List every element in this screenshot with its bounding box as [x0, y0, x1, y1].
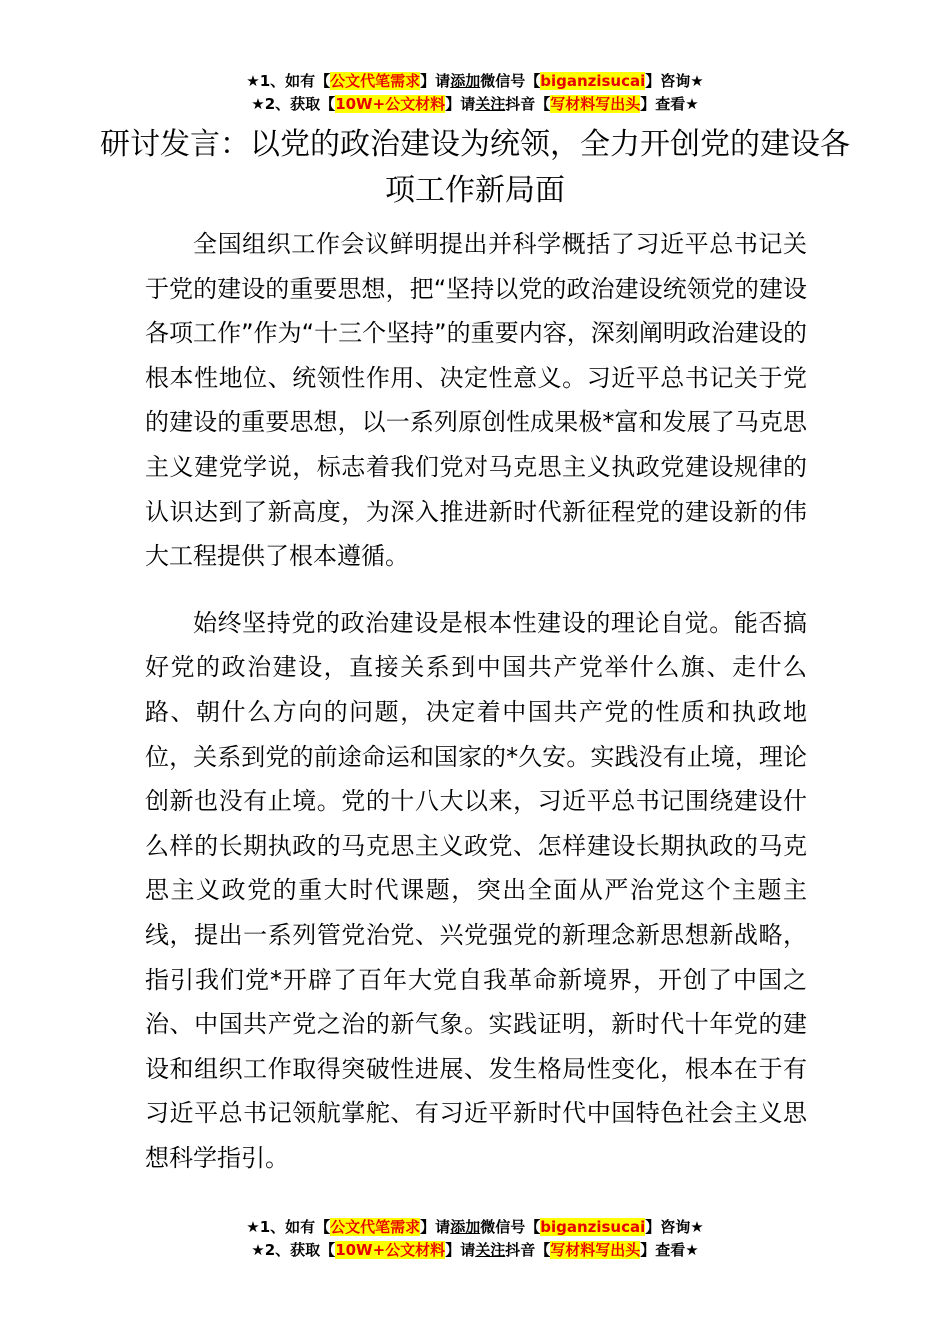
promo-text: 】请	[445, 1241, 476, 1259]
document-title: 研讨发言：以党的政治建设为统领，全力开创党的建设各项工作新局面	[100, 127, 850, 208]
promo-highlight: 公文代笔需求	[330, 1218, 421, 1236]
promo-text: 微信号【	[480, 1218, 541, 1236]
promo-underline: 关注	[475, 1241, 506, 1259]
promo-banner-top	[0, 70, 950, 116]
body-paragraph: 始终坚持党的政治建设是根本性建设的理论自觉。能否搞好党的政治建设，直接关系到中国共产党举什么旗、走什么路、朝什么方向的问题，决定着中国共产党的性质和执政地位，关系到党的前途命运和国家的*久安。实践没有止境，理论创新也没有止境。党的十八大以来，习近平总书记围绕建设什么样的长期执政的马克思主义政党、怎样建设长期执政的马克思主义政党的重大时代课题，突出全面从严治党这个主题主线，提出一系列管党治党、兴党强党的新理念新思想新战略，指引我们党*开辟了百年大党自我革命新境界，开创了中国之治、中国共产党之治的新气象。实践证明，新时代十年党的建设和组织工作取得突破性进展、发生格局性变化，根本在于有习近平总书记领航掌舵、有习近平新时代中国特色社会主义思想科学指引。	[145, 608, 807, 1172]
promo-text: 】请	[420, 72, 451, 90]
promo-text: 抖音【	[505, 95, 551, 113]
promo-text: ★2、获取【	[251, 1241, 336, 1259]
promo-highlight: 10W+公文材料	[335, 95, 446, 113]
promo-text: 】查看★	[640, 95, 699, 113]
promo-highlight: 公文代笔需求	[330, 72, 421, 90]
promo-text: 抖音【	[505, 1241, 551, 1259]
promo-text: 】请	[420, 1218, 451, 1236]
promo-underline: 添加	[450, 72, 481, 90]
promo-text: ★1、如有【	[246, 72, 331, 90]
promo-wechat-id: biganzisucai	[540, 72, 646, 90]
promo-douyin-id: 写材料写出头	[550, 1241, 641, 1259]
promo-line-2	[0, 1239, 950, 1262]
promo-text: ★1、如有【	[246, 1218, 331, 1236]
promo-text: 】咨询★	[645, 72, 704, 90]
body-paragraph: 全国组织工作会议鲜明提出并科学概括了习近平总书记关于党的建设的重要思想，把“坚持以党的政治建设统领党的建设各项工作”作为“十三个坚持”的重要内容，深刻阐明政治建设的根本性地位、统领性作用、决定性意义。习近平总书记关于党的建设的重要思想，以一系列原创性成果极*富和发展了马克思主义建党学说，标志着我们党对马克思主义执政党建设规律的认识达到了新高度，为深入推进新时代新征程党的建设新的伟大工程提供了根本遵循。	[145, 230, 807, 571]
promo-douyin-id: 写材料写出头	[550, 95, 641, 113]
promo-underline: 关注	[475, 95, 506, 113]
promo-text: 】查看★	[640, 1241, 699, 1259]
document-body	[145, 222, 807, 1202]
promo-line-1	[0, 70, 950, 93]
promo-text: 】咨询★	[645, 1218, 704, 1236]
promo-text: 】请	[445, 95, 476, 113]
promo-wechat-id: biganzisucai	[540, 1218, 646, 1236]
promo-text: 微信号【	[480, 72, 541, 90]
promo-text: ★2、获取【	[251, 95, 336, 113]
promo-line-2	[0, 93, 950, 116]
promo-banner-bottom	[0, 1216, 950, 1262]
promo-underline: 添加	[450, 1218, 481, 1236]
promo-line-1	[0, 1216, 950, 1239]
promo-highlight: 10W+公文材料	[335, 1241, 446, 1259]
